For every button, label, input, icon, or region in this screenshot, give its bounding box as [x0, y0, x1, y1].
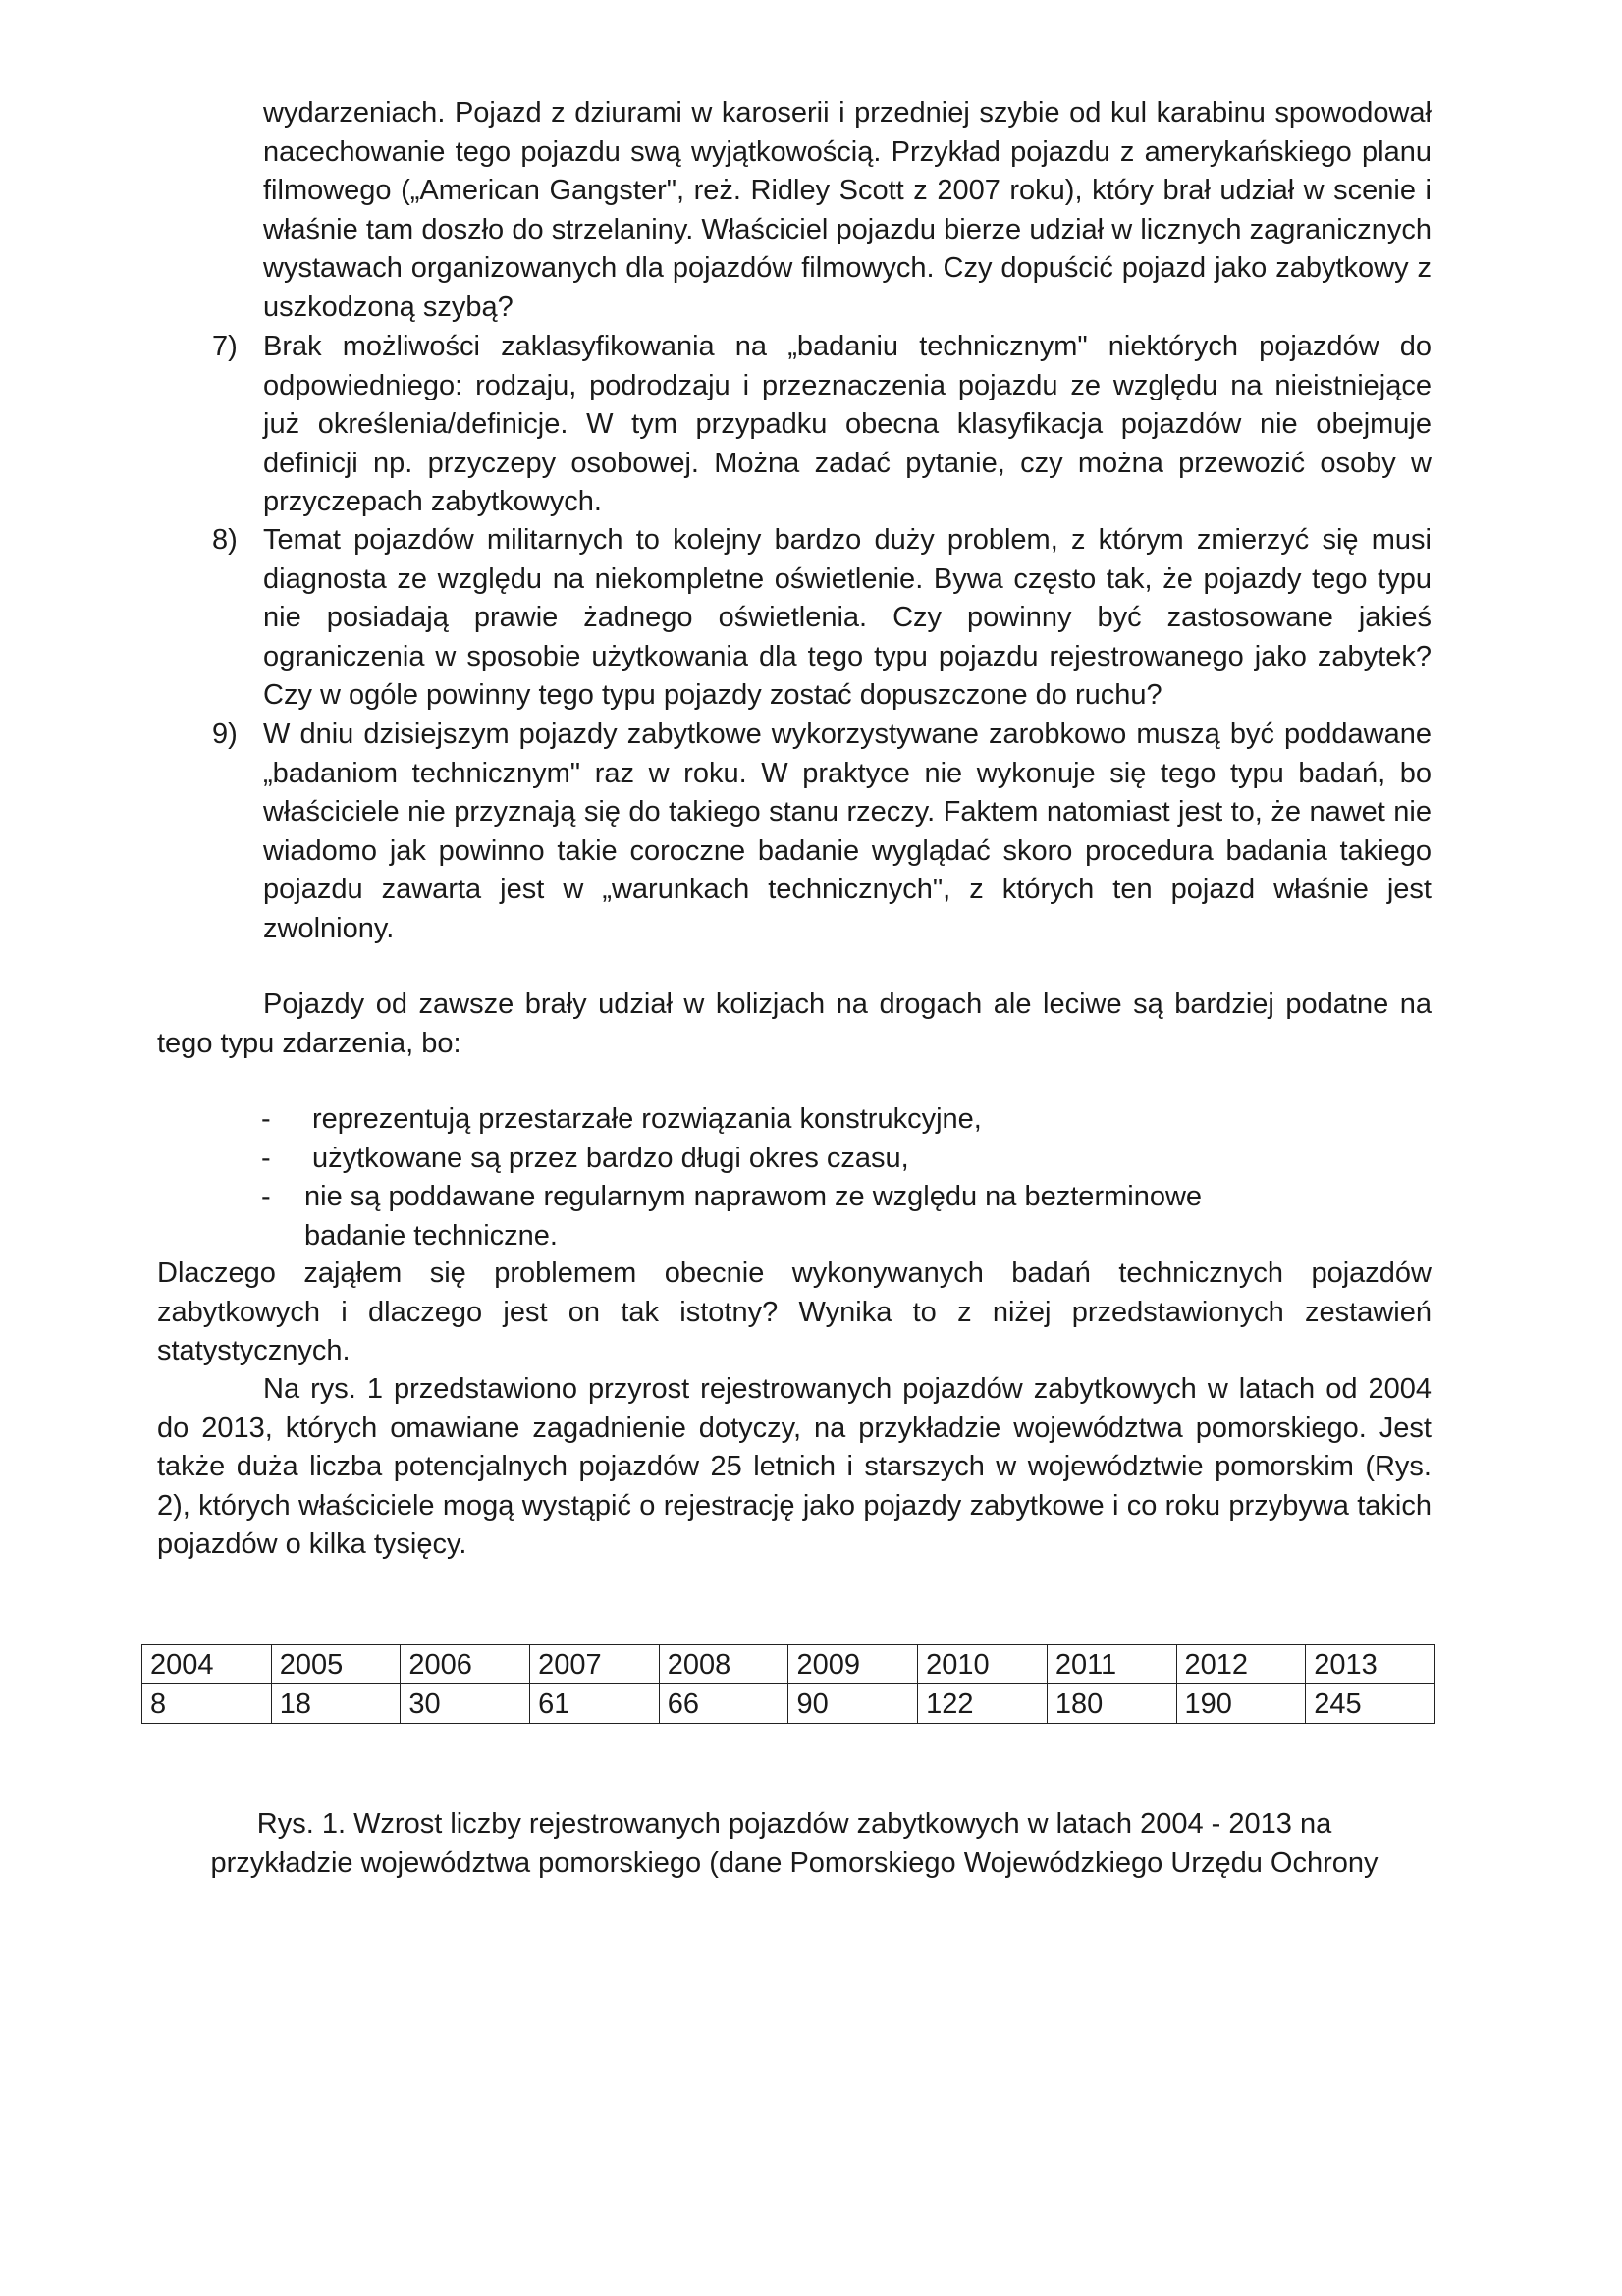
- figure-caption: [157, 1804, 1432, 1883]
- table-cell-year: 2008: [659, 1645, 788, 1684]
- table-cell-count: 90: [788, 1684, 918, 1724]
- dash-marker: -: [261, 1181, 271, 1212]
- paragraph-collisions: Pojazdy od zawsze brały udział w kolizjach na drogach ale leciwe są bardziej podatne na tego typu zdarzenia, bo:: [157, 988, 1432, 1059]
- figure-caption-line-2: przykładzie województwa pomorskiego (dane Pomorskiego Wojewódzkiego Urzędu Ochrony: [210, 1847, 1379, 1879]
- table-cell-count: 8: [142, 1684, 272, 1724]
- table-cell-year: 2012: [1176, 1645, 1306, 1684]
- table-cell-count: 180: [1047, 1684, 1176, 1724]
- table-row-years: [142, 1645, 1435, 1684]
- figure-caption-line-1: Rys. 1. Wzrost liczby rejestrowanych pojazdów zabytkowych w latach 2004 - 2013 na: [256, 1808, 1332, 1840]
- table-cell-year: 2006: [401, 1645, 530, 1684]
- table-cell-count: 66: [659, 1684, 788, 1724]
- table-cell-count: 18: [271, 1684, 401, 1724]
- table-cell-year: 2011: [1047, 1645, 1176, 1684]
- dash-marker: -: [261, 1103, 271, 1135]
- table-cell-count: 61: [530, 1684, 660, 1724]
- dash-list-item: [261, 1178, 1390, 1255]
- table-cell-count: 190: [1176, 1684, 1306, 1724]
- table-cell-year: 2009: [788, 1645, 918, 1684]
- list-item-number: 8): [212, 524, 238, 556]
- registrations-table: [141, 1644, 1435, 1724]
- table-cell-year: 2004: [142, 1645, 272, 1684]
- list-item-number: 9): [212, 719, 238, 750]
- table-row-counts: [142, 1684, 1435, 1724]
- dash-list-item: [261, 1140, 1390, 1179]
- list-item: [157, 716, 1432, 948]
- numbered-list-item-8: [157, 521, 1432, 716]
- dash-list-item-text: reprezentują przestarzałe rozwiązania konstrukcyjne,: [312, 1103, 982, 1135]
- table-cell-count: 122: [918, 1684, 1048, 1724]
- list-item-text: Brak możliwości zaklasyfikowania na „badaniu technicznym" niektórych pojazdów do odpowiedniego: rodzaju, podrodzaju i przeznaczenia pojazdu ze względu na nieistniejące już określenia/definicje. W tym przypadku obecna klasyfikacja pojazdów nie obejmuje definicji np. przyczepy osobowej. Można zadać pytanie, czy można przewozić osoby w przyczepach zabytkowych.: [263, 331, 1432, 517]
- table-cell-count: 245: [1306, 1684, 1435, 1724]
- dash-list-item-text: użytkowane są przez bardzo długi okres czasu,: [312, 1142, 909, 1174]
- list-item-number: 7): [212, 331, 238, 362]
- table-cell-year: 2010: [918, 1645, 1048, 1684]
- dash-list: [261, 1100, 1390, 1255]
- table-cell-count: 30: [401, 1684, 530, 1724]
- paragraph-figure-intro: Na rys. 1 przedstawiono przyrost rejestrowanych pojazdów zabytkowych w latach od 2004 do 2013, których omawiane zagadnienie dotyczy, na przykładzie województwa pomorskiego. Jest także duża liczba potencjalnych pojazdów 25 letnich i starszych w województwie pomorskim (Rys. 2), których właściciele mogą wystąpić o rejestrację jako pojazdy zabytkowe i co roku przybywa takich pojazdów o kilka tysięcy.: [157, 1373, 1432, 1560]
- table-cell-year: 2013: [1306, 1645, 1435, 1684]
- table-cell-year: 2005: [271, 1645, 401, 1684]
- numbered-list-item-9: [157, 716, 1432, 948]
- table-cell-year: 2007: [530, 1645, 660, 1684]
- numbered-list-item-7: [157, 328, 1432, 522]
- list-item: [157, 521, 1432, 716]
- list-item-text: W dniu dzisiejszym pojazdy zabytkowe wykorzystywane zarobkowo muszą być poddawane „badaniom technicznym" raz w roku. W praktyce nie wykonuje się tego typu badań, bo właściciele nie przyznają się do takiego stanu rzeczy. Faktem natomiast jest to, że nawet nie wiadomo jak powinno takie coroczne badanie wyglądać skoro procedura badania takiego pojazdu zawarta jest w „warunkach technicznych", z których ten pojazd właśnie jest zwolniony.: [263, 719, 1432, 944]
- dash-list-item-text: nie są poddawane regularnym naprawom ze względu na bezterminowe badanie techniczne.: [304, 1181, 1203, 1252]
- dash-list-item: [261, 1100, 1390, 1140]
- list-item-text: Temat pojazdów militarnych to kolejny bardzo duży problem, z którym zmierzyć się musi diagnosta ze względu na niekompletne oświetlenie. Bywa często tak, że pojazdy tego typu nie posiadają prawie żadnego oświetlenia. Czy powinny być zastosowane jakieś ograniczenia w sposobie użytkowania dla tego typu pojazdu rejestrowanego jako zabytek? Czy w ogóle powinny tego typu pojazdy zostać dopuszczone do ruchu?: [263, 524, 1432, 711]
- list-item: [157, 328, 1432, 522]
- dash-marker: -: [261, 1142, 271, 1174]
- paragraph-why: Dlaczego zająłem się problemem obecnie wykonywanych badań technicznych pojazdów zabytkowych i dlaczego jest on tak istotny? Wynika to z niżej przedstawionych zestawień statystycznych.: [157, 1257, 1432, 1366]
- continuation-paragraph: wydarzeniach. Pojazd z dziurami w karoserii i przedniej szybie od kul karabinu spowodował nacechowanie tego pojazdu swą wyjątkowością. Przykład pojazdu z amerykańskiego planu filmowego („American Gangster", reż. Ridley Scott z 2007 roku), który brał udział w scenie i właśnie tam doszło do strzelaniny. Właściciel pojazdu bierze udział w licznych zagranicznych wystawach organizowanych dla pojazdów filmowych. Czy dopuścić pojazd jako zabytkowy z uszkodzoną szybą?: [263, 97, 1432, 323]
